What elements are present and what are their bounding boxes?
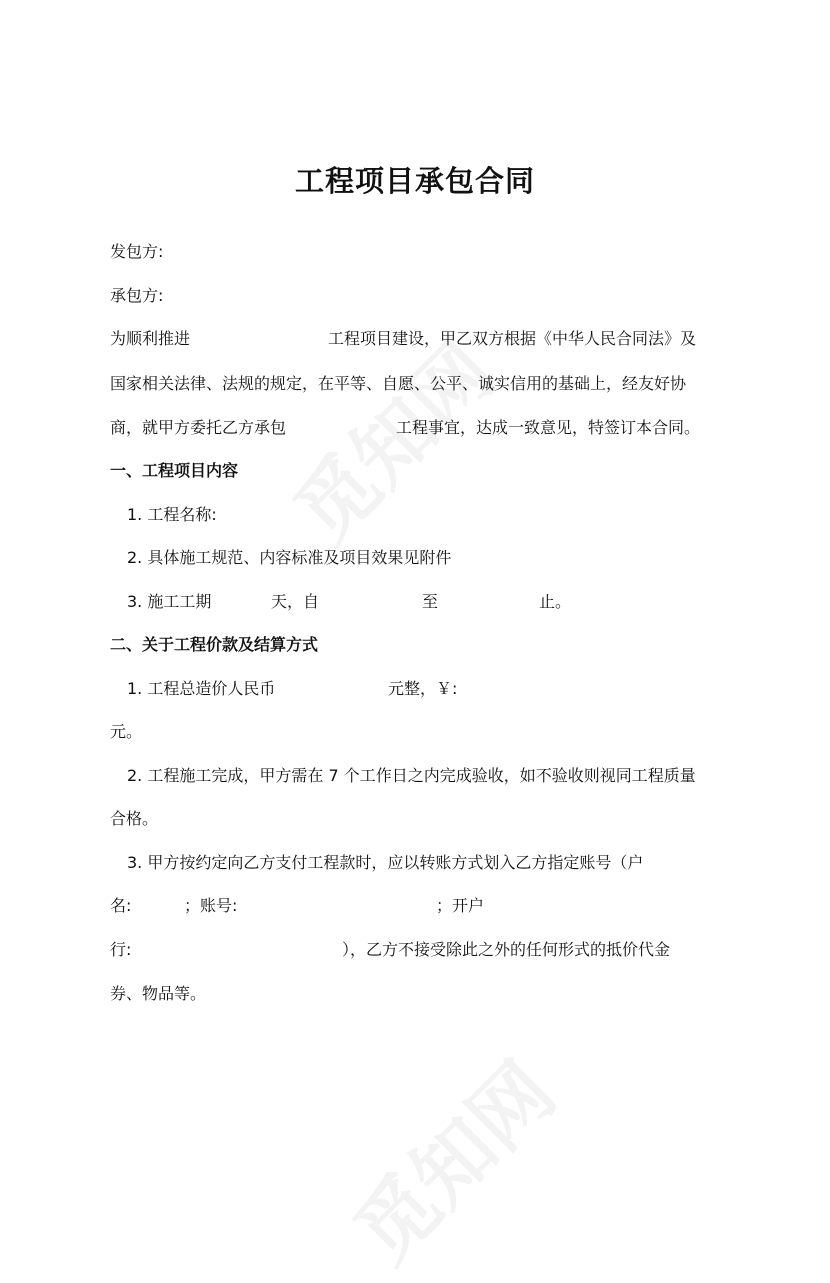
section2-item3-tail: ），乙方不接受除此之外的任何形式的抵价代金 bbox=[342, 940, 671, 959]
section1-item3-b: 天，自 bbox=[271, 592, 320, 611]
section1-item3-c: 至 bbox=[422, 592, 439, 611]
section2-item3-bank: 行: bbox=[110, 940, 132, 959]
section2-item3-end: 券、物品等。 bbox=[110, 984, 207, 1003]
section2-item1-b: 元整，￥: bbox=[388, 679, 458, 698]
section2-item3-bank-start: ；开户 bbox=[436, 896, 485, 915]
intro-line3-end: 工程事宜，达成一致意见，特签订本合同。 bbox=[396, 418, 701, 437]
section2-heading: 二、关于工程价款及结算方式 bbox=[110, 635, 319, 654]
section1-item1: 1. 工程名称: bbox=[127, 505, 217, 524]
party-a-label: 发包方: bbox=[110, 242, 164, 261]
watermark-lower bbox=[324, 1032, 575, 1283]
section1-heading: 一、工程项目内容 bbox=[110, 461, 239, 480]
party-b-label: 承包方: bbox=[110, 286, 164, 305]
section2-item1-a: 1. 工程总造价人民币 bbox=[127, 679, 276, 698]
document-title: 工程项目承包合同 bbox=[294, 164, 535, 198]
section1-item3-d: 止。 bbox=[539, 592, 572, 611]
section2-item2-b: 合格。 bbox=[110, 809, 159, 828]
section2-item3-account: ；账号: bbox=[184, 896, 238, 915]
intro-line1-end: 工程项目建设，甲乙双方根据《中华人民合同法》及 bbox=[328, 329, 697, 348]
intro-line1-start: 为顺利推进 bbox=[110, 329, 191, 348]
section2-item3-a: 3. 甲方按约定向乙方支付工程款时，应以转账方式划入乙方指定账号（户 bbox=[127, 853, 644, 872]
intro-line3-start: 商，就甲方委托乙方承包 bbox=[110, 418, 287, 437]
section1-item3-a: 3. 施工工期 bbox=[127, 592, 212, 611]
section2-item2-a: 2. 工程施工完成，甲方需在 7 个工作日之内完成验收，如不验收则视同工程质量 bbox=[127, 766, 696, 785]
intro-line2: 国家相关法律、法规的规定，在平等、自愿、公平、诚实信用的基础上，经友好协 bbox=[110, 374, 687, 393]
section1-item2: 2. 具体施工规范、内容标准及项目效果见附件 bbox=[127, 548, 452, 567]
section2-item1-c: 元。 bbox=[110, 722, 143, 741]
section2-item3-name: 名: bbox=[110, 896, 132, 915]
